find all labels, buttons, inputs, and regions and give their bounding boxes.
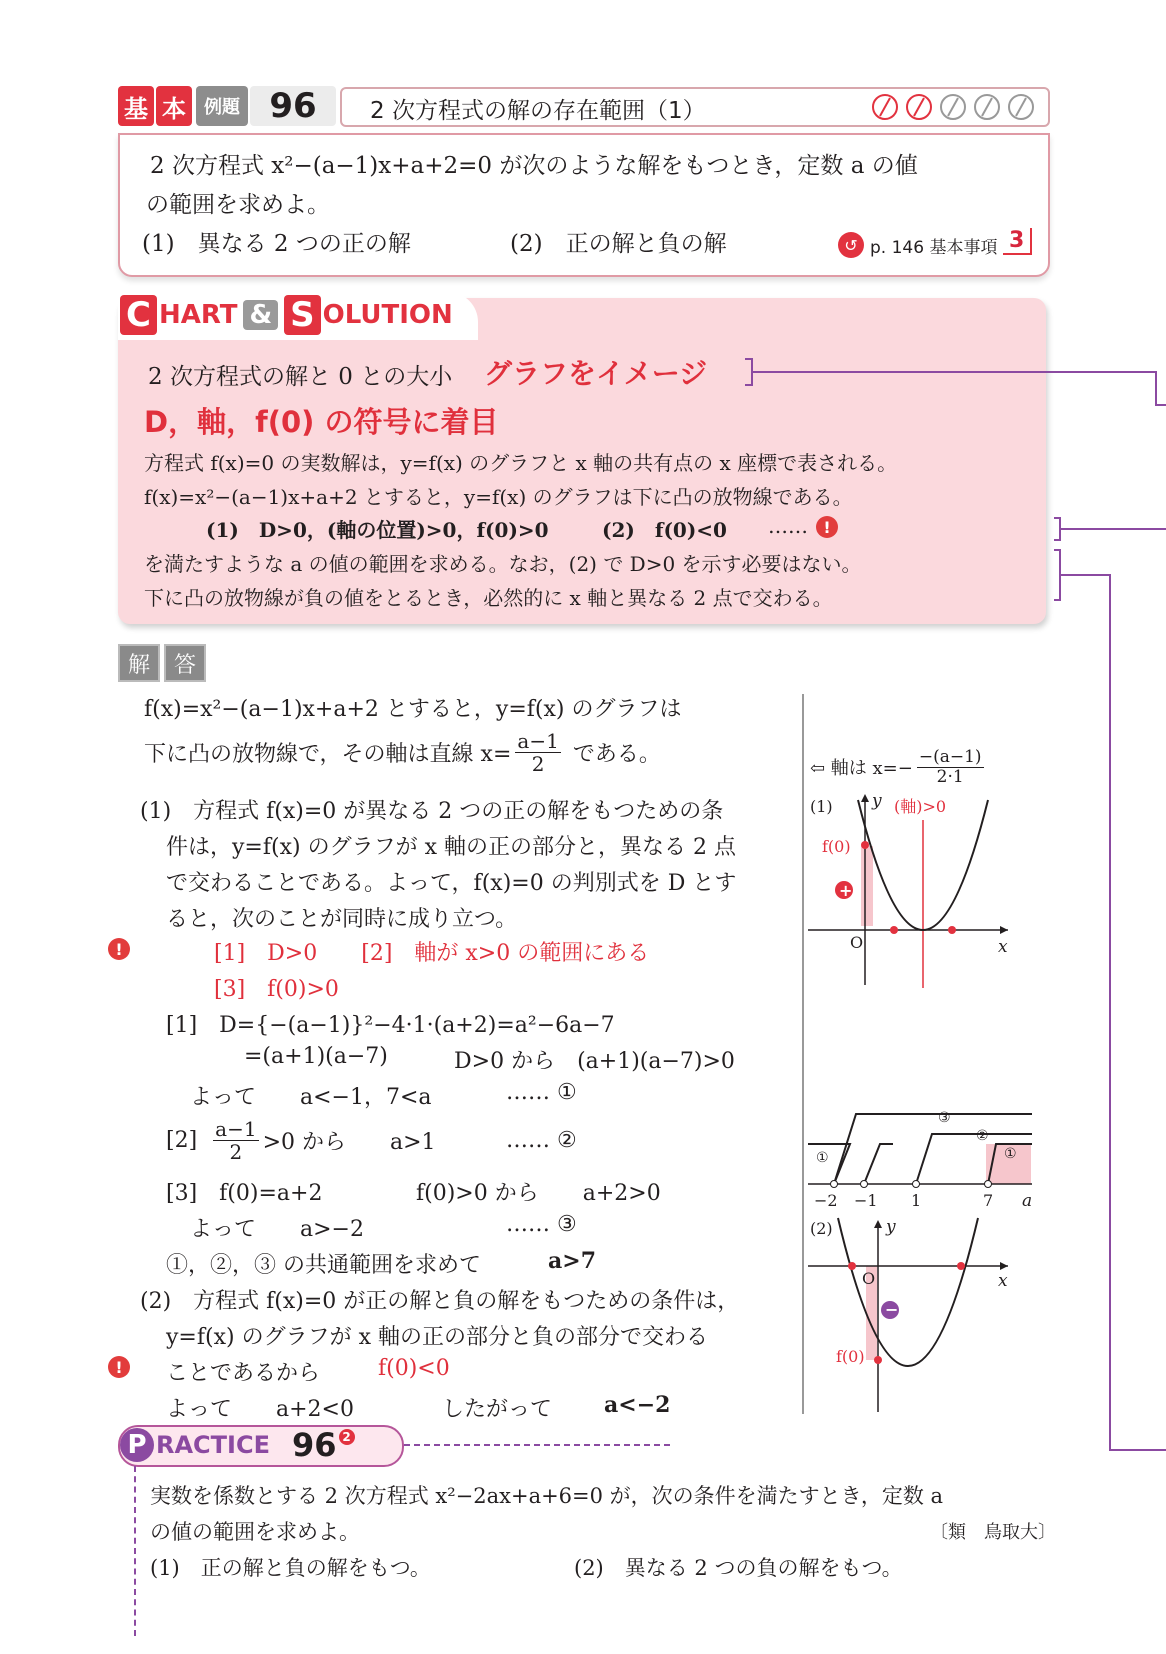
graph-1-origin: O xyxy=(850,933,864,952)
axis-note xyxy=(810,748,988,786)
answer-2-result: a<−2 xyxy=(604,1392,671,1418)
graph-1-y-label: y xyxy=(872,791,882,811)
graph-2-parabola xyxy=(838,1218,978,1366)
axis-note-text: ⇦ 軸は x=− xyxy=(810,758,913,780)
graph-1-label: (1) xyxy=(810,797,833,816)
graph-2-x-label: x xyxy=(998,1271,1008,1291)
difficulty-icon-3 xyxy=(941,95,965,119)
practice-source: 〔類 鳥取大〕 xyxy=(930,1522,1056,1543)
chart-text-2: f(x)=x²−(a−1)x+a+2 とすると，y=f(x) のグラフは下に凸の放物線である。 xyxy=(144,485,853,509)
part2-line-1: (2) 方程式 f(x)=0 が正の解と負の解をもつための条件は， xyxy=(140,1289,740,1314)
graph-2-x-arrow xyxy=(1000,1262,1008,1270)
graph-2-minus: − xyxy=(885,1300,899,1319)
graph-2-f0-label: f(0) xyxy=(836,1347,865,1366)
step-4-frac-num: a−1 xyxy=(215,1117,257,1141)
axis-frac-den: 2 xyxy=(531,752,545,776)
practice-label xyxy=(120,1426,355,1464)
logo-s: S xyxy=(284,295,321,335)
practice-dash-left xyxy=(134,1466,136,1636)
step-4-frac-den: 2 xyxy=(229,1140,243,1164)
tag-reidai: 例題 xyxy=(196,86,248,126)
step-4b: >0 から a>1 xyxy=(262,1130,436,1155)
chart-logo xyxy=(120,294,453,336)
difficulty-icons xyxy=(870,92,1040,122)
answer-line-6: ると，次のことが同時に成り立つ。 xyxy=(166,907,518,932)
tick-point-3 xyxy=(913,1181,920,1188)
graph-2-f0-point xyxy=(874,1356,882,1364)
chart-headline-2: D，軸，f(0) の符号に着目 xyxy=(144,405,499,439)
ref-arrow-icon: ↺ xyxy=(838,232,864,258)
step-4-fraction xyxy=(213,1118,258,1163)
difficulty-icon-1 xyxy=(873,95,897,119)
graph-1-f0-label: f(0) xyxy=(822,837,851,856)
step-6a: よって a>−2 xyxy=(190,1217,364,1242)
graph-2-root-2 xyxy=(957,1262,965,1270)
graph-1-axis-label: (軸)>0 xyxy=(894,797,947,816)
graph-2-y-arrow xyxy=(874,1220,882,1228)
axis-note-num: −(a−1) xyxy=(918,747,982,767)
graph-2-y-label: y xyxy=(886,1217,896,1237)
nl-circle-1: ① xyxy=(816,1150,829,1166)
tick-point-1 xyxy=(831,1181,838,1188)
step-5b: f(0)>0 から a+2>0 xyxy=(416,1181,661,1206)
graph-1-plus: + xyxy=(839,881,853,900)
chart-text-3c: …… xyxy=(768,514,808,538)
answer-line-3: (1) 方程式 f(x)=0 が異なる 2 つの正の解をもつための条 xyxy=(140,799,724,824)
difficulty-icon-4 xyxy=(975,95,999,119)
practice-p: P xyxy=(120,1428,154,1462)
practice-rest: RACTICE xyxy=(156,1431,270,1459)
alert-icon-2: ! xyxy=(108,1356,130,1378)
difficulty-icon-2 xyxy=(907,95,931,119)
difficulty-icon-5 xyxy=(1009,95,1033,119)
answer-tag-1: 解 xyxy=(118,644,160,682)
part2-line-4a: よって a+2<0 xyxy=(166,1397,354,1422)
chart-text-1: 方程式 f(x)=0 の実数解は，y=f(x) のグラフと x 軸の共有点の x 座標で表される。 xyxy=(144,451,898,475)
step-6b: …… ③ xyxy=(506,1212,577,1237)
nl-tick-3: 1 xyxy=(911,1191,922,1210)
problem-line-2: の範囲を求めよ。 xyxy=(146,192,330,218)
part2-line-3a: ことであるから xyxy=(166,1361,321,1386)
tag-kihon-1: 基 xyxy=(118,86,154,126)
part2-line-3b: f(0)<0 xyxy=(378,1356,450,1381)
condition-2: [3] f(0)>0 xyxy=(214,977,339,1002)
problem-number: 96 xyxy=(250,86,336,126)
answer-line-2a: 下に凸の放物線で，その軸は直線 x= xyxy=(144,742,512,767)
tick-point-4 xyxy=(985,1181,992,1188)
practice-number: 96 xyxy=(291,1426,337,1464)
axis-frac-num: a−1 xyxy=(517,729,559,753)
nl-tick-2: −1 xyxy=(854,1191,878,1210)
alert-icon-1: ! xyxy=(108,938,130,960)
graph-1-x-label: x xyxy=(998,937,1008,957)
axis-fraction xyxy=(515,730,560,775)
logo-amp: & xyxy=(243,300,278,330)
step-3b: …… ① xyxy=(506,1080,577,1105)
graph-1-f0-segment xyxy=(861,846,873,926)
graph-1-root-1 xyxy=(890,926,898,934)
tick-point-2 xyxy=(861,1181,868,1188)
logo-hart: HART xyxy=(158,300,238,330)
graph-1-y-arrow xyxy=(861,794,869,802)
part2-line-4b: したがって xyxy=(442,1397,553,1422)
step-1: [1] D={−(a−1)}²−4·1·(a+2)=a²−6a−7 xyxy=(166,1013,615,1038)
step-4a: [2] xyxy=(166,1128,198,1153)
axis-note-den: 2·1 xyxy=(936,766,964,787)
graph-1 xyxy=(808,790,1018,990)
answer-tag-2: 答 xyxy=(164,644,206,682)
reference-number: 3 xyxy=(1003,228,1032,255)
axis-note-fraction xyxy=(917,748,984,786)
step-5a: [3] f(0)=a+2 xyxy=(166,1181,323,1206)
graph-2-root-1 xyxy=(848,1262,856,1270)
condition-1: [1] D>0 [2] 軸が x>0 の範囲にある xyxy=(214,941,650,966)
logo-c: C xyxy=(120,295,157,335)
problem-q1: (1) 異なる 2 つの正の解 xyxy=(142,231,411,257)
part2-line-2: y=f(x) のグラフが x 軸の正の部分と負の部分で交わる xyxy=(166,1325,708,1350)
answer-tag xyxy=(118,644,206,680)
tag-kihon-2: 本 xyxy=(156,86,192,126)
graph-1-f0-point xyxy=(861,841,869,849)
reference: p. 146 基本事項 xyxy=(870,238,998,258)
chart-text-3a: (1) D>0，(軸の位置)>0，f(0)>0 xyxy=(206,518,549,542)
problem-line-1: 2 次方程式 x²−(a−1)x+a+2=0 が次のような解をもつとき，定数 a の値 xyxy=(150,153,918,179)
alert-icon-chart: ! xyxy=(816,516,838,538)
graph-2-origin: O xyxy=(862,1269,876,1288)
graph-1-root-2 xyxy=(948,926,956,934)
step-7a: ①，②，③ の共通範囲を求めて xyxy=(166,1253,481,1278)
practice-q1: (1) 正の解と負の解をもつ。 xyxy=(150,1556,431,1580)
practice-level: 2 xyxy=(339,1429,355,1445)
logo-olution: OLUTION xyxy=(322,300,453,330)
chart-text-3b: (2) f(0)<0 xyxy=(602,518,727,542)
graph-2 xyxy=(808,1214,1018,1414)
answer-line-2b: である。 xyxy=(572,742,661,767)
number-line xyxy=(808,1102,1038,1212)
nl-a: a xyxy=(1022,1191,1033,1211)
graph-1-x-arrow xyxy=(1000,926,1008,934)
nl-circle-1b: ① xyxy=(1004,1146,1017,1162)
step-4c: …… ② xyxy=(506,1128,577,1153)
nl-circle-3: ③ xyxy=(938,1110,951,1126)
nl-circle-2: ② xyxy=(976,1128,989,1144)
answer-line-4: 件は，y=f(x) のグラフが x 軸の正の部分と，異なる 2 点 xyxy=(166,835,736,860)
answer-divider xyxy=(802,694,804,1414)
chart-text-4: を満たすような a の値の範囲を求める。なお，(2) で D>0 を示す必要はない。 xyxy=(144,552,862,576)
step-4 xyxy=(166,1118,436,1163)
practice-line-2: の値の範囲を求めよ。 xyxy=(150,1520,360,1544)
answer-line-5: で交わることである。よって，f(x)=0 の判別式を D とす xyxy=(166,871,737,896)
answer-line-2 xyxy=(144,730,661,775)
page-title: 2 次方程式の解の存在範囲（1） xyxy=(370,98,706,124)
step-2b: D>0 から (a+1)(a−7)>0 xyxy=(454,1049,735,1074)
nl-tick-1: −2 xyxy=(814,1191,838,1210)
answer-line-1: f(x)=x²−(a−1)x+a+2 とすると，y=f(x) のグラフは xyxy=(144,697,682,722)
problem-q2: (2) 正の解と負の解 xyxy=(510,231,727,257)
step-2a: =(a+1)(a−7) xyxy=(244,1044,388,1069)
answer-1-result: a>7 xyxy=(548,1248,596,1274)
practice-q2: (2) 異なる 2 つの負の解をもつ。 xyxy=(574,1556,903,1580)
chart-headline-1: 2 次方程式の解と 0 との大小 xyxy=(148,364,453,390)
step-3a: よって a<−1，7<a xyxy=(190,1085,432,1110)
range-1-right xyxy=(864,1144,893,1184)
chart-headline-1-red: グラフをイメージ xyxy=(484,357,708,390)
practice-line-1: 実数を係数とする 2 次方程式 x²−2ax+a+6=0 が，次の条件を満たすとき，定数 a xyxy=(150,1484,944,1508)
nl-tick-4: 7 xyxy=(983,1191,994,1210)
graph-2-label: (2) xyxy=(810,1219,833,1238)
practice-dash-top xyxy=(404,1444,670,1446)
chart-text-5: 下に凸の放物線が負の値をとるとき，必然的に x 軸と異なる 2 点で交わる。 xyxy=(144,586,833,610)
